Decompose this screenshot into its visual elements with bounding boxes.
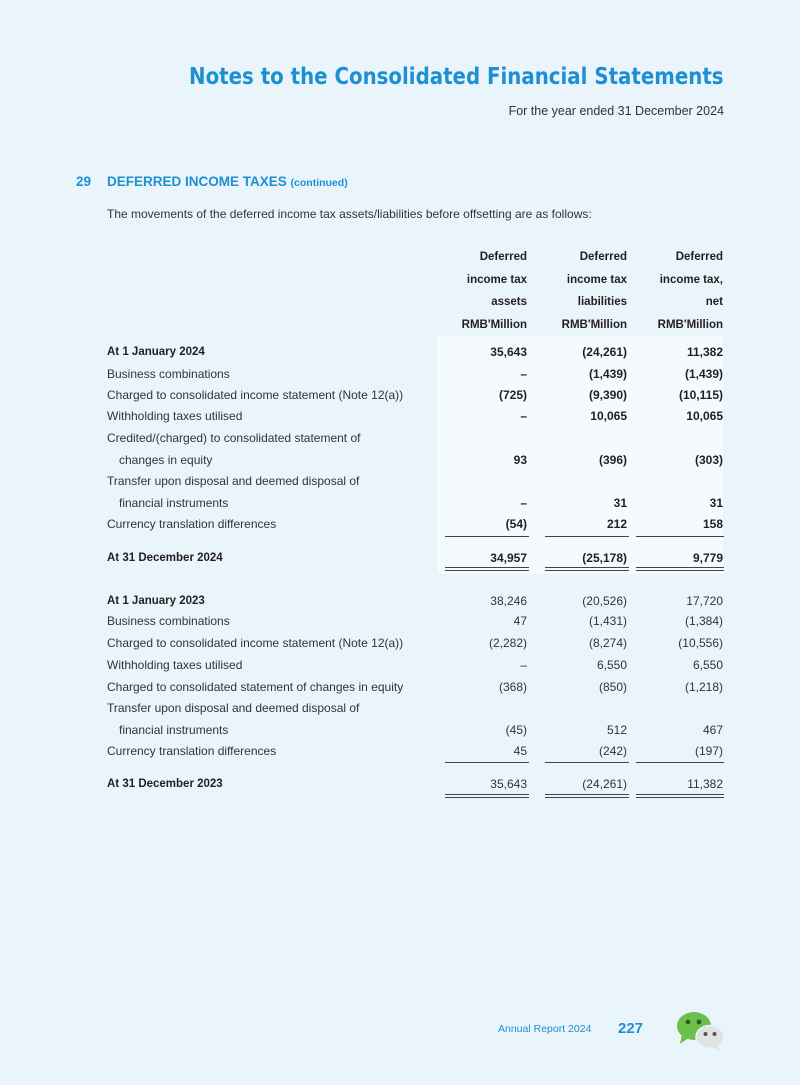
row-label: changes in equity bbox=[119, 453, 213, 467]
cell-assets: 35,643 bbox=[490, 777, 527, 791]
table-row-2023-closing bbox=[0, 773, 800, 795]
cell-assets: – bbox=[520, 367, 527, 381]
cell-net: 11,382 bbox=[686, 345, 723, 359]
header-line: RMB'Million bbox=[561, 318, 627, 331]
header-line: income tax bbox=[466, 273, 527, 286]
page-number: 227 bbox=[618, 1020, 644, 1037]
cell-assets: 47 bbox=[513, 614, 527, 628]
cell-assets: (45) bbox=[505, 723, 527, 737]
table-row bbox=[0, 492, 800, 514]
row-label: Currency translation differences bbox=[107, 744, 277, 758]
row-label: Transfer upon disposal and deemed disposal of bbox=[107, 474, 360, 488]
table-row bbox=[0, 610, 800, 632]
cell-liabilities: 212 bbox=[606, 517, 627, 531]
total-rule bbox=[445, 797, 529, 798]
total-rule bbox=[545, 794, 629, 795]
row-label: Withholding taxes utilised bbox=[107, 658, 243, 672]
table-row bbox=[0, 384, 800, 406]
total-rule bbox=[636, 797, 724, 798]
cell-net: 17,720 bbox=[686, 594, 723, 608]
cell-assets: 93 bbox=[513, 453, 527, 467]
cell-net: 158 bbox=[702, 517, 723, 531]
cell-assets: (368) bbox=[498, 680, 527, 694]
cell-liabilities: (20,526) bbox=[582, 594, 627, 608]
cell-assets: 38,246 bbox=[490, 594, 527, 608]
chat-bubbles-logo-icon bbox=[676, 1010, 726, 1057]
cell-net: 10,065 bbox=[686, 409, 723, 423]
row-label: Credited/(charged) to consolidated statement of bbox=[107, 431, 361, 445]
row-label: At 1 January 2024 bbox=[107, 346, 205, 358]
cell-assets: – bbox=[520, 496, 527, 510]
table-row bbox=[0, 470, 800, 492]
cell-net: 31 bbox=[709, 496, 723, 510]
cell-assets: (54) bbox=[505, 517, 527, 531]
section-intro: The movements of the deferred income tax assets/liabilities before offsetting are as follows: bbox=[107, 207, 592, 221]
subtotal-rule bbox=[445, 536, 529, 537]
section-number: 29 bbox=[76, 174, 92, 189]
cell-liabilities: (24,261) bbox=[582, 345, 627, 359]
row-label: At 31 December 2024 bbox=[107, 552, 223, 564]
section-continued: (continued) bbox=[290, 177, 348, 189]
table-row-2024-opening bbox=[0, 341, 800, 363]
header-line: liabilities bbox=[577, 296, 627, 308]
cell-assets: 34,957 bbox=[490, 551, 527, 565]
table-row bbox=[0, 449, 800, 471]
table-row bbox=[0, 363, 800, 385]
cell-net: 9,779 bbox=[692, 551, 723, 565]
cell-liabilities: 6,550 bbox=[596, 658, 627, 672]
row-label: Withholding taxes utilised bbox=[107, 409, 243, 423]
subtotal-rule bbox=[545, 536, 629, 537]
subtotal-rule bbox=[636, 762, 724, 763]
cell-liabilities: (9,390) bbox=[588, 388, 627, 402]
cell-net: 6,550 bbox=[692, 658, 723, 672]
subtotal-rule bbox=[636, 536, 724, 537]
cell-net: (10,115) bbox=[678, 388, 723, 402]
column-header-net bbox=[658, 246, 723, 336]
row-label: Business combinations bbox=[107, 614, 230, 628]
page-title: Notes to the Consolidated Financial Statements bbox=[189, 64, 724, 90]
table-row bbox=[0, 405, 800, 427]
header-line: income tax, bbox=[659, 273, 723, 286]
row-label: Charged to consolidated statement of changes in equity bbox=[107, 680, 404, 694]
cell-liabilities: (242) bbox=[598, 744, 627, 758]
header-line: RMB'Million bbox=[461, 318, 527, 331]
cell-net: (303) bbox=[694, 453, 723, 467]
row-label: Transfer upon disposal and deemed disposal of bbox=[107, 701, 360, 715]
cell-assets: (2,282) bbox=[488, 636, 527, 650]
cell-net: (197) bbox=[694, 744, 723, 758]
row-label: At 31 December 2023 bbox=[107, 778, 223, 790]
header-line: net bbox=[705, 296, 723, 308]
header-line: Deferred bbox=[675, 251, 723, 263]
column-header-liabilities bbox=[562, 246, 627, 336]
cell-assets: – bbox=[520, 409, 527, 423]
cell-liabilities: (25,178) bbox=[582, 551, 627, 565]
cell-net: 467 bbox=[702, 723, 723, 737]
table-row bbox=[0, 740, 800, 762]
cell-net: 11,382 bbox=[687, 777, 723, 791]
row-label: financial instruments bbox=[119, 723, 229, 737]
cell-net: (1,439) bbox=[684, 367, 723, 381]
header-line: assets bbox=[491, 296, 527, 308]
table-row bbox=[0, 676, 800, 698]
table-row bbox=[0, 654, 800, 676]
total-rule bbox=[636, 567, 724, 568]
header-line: Deferred bbox=[479, 251, 527, 263]
row-label: Charged to consolidated income statement (Note 12(a)) bbox=[107, 636, 404, 650]
table-row bbox=[0, 427, 800, 449]
section-title-text: DEFERRED INCOME TAXES bbox=[107, 174, 287, 189]
column-header-assets bbox=[462, 246, 527, 336]
cell-liabilities: 10,065 bbox=[590, 409, 627, 423]
table-row-2024-closing bbox=[0, 547, 800, 569]
total-rule bbox=[545, 567, 629, 568]
cell-liabilities: 31 bbox=[613, 496, 627, 510]
cell-assets: (725) bbox=[498, 388, 527, 402]
footer-report-name: Annual Report 2024 bbox=[498, 1023, 592, 1035]
cell-assets: 35,643 bbox=[490, 345, 527, 359]
total-rule bbox=[445, 567, 529, 568]
total-rule bbox=[636, 570, 724, 571]
cell-liabilities: (24,261) bbox=[582, 777, 627, 791]
cell-liabilities: (1,439) bbox=[588, 367, 627, 381]
row-label: Charged to consolidated income statement (Note 12(a)) bbox=[107, 388, 404, 402]
cell-liabilities: (850) bbox=[598, 680, 627, 694]
table-row bbox=[0, 719, 800, 741]
cell-liabilities: (1,431) bbox=[588, 614, 627, 628]
cell-net: (1,218) bbox=[684, 680, 723, 694]
header-line: income tax bbox=[566, 273, 627, 286]
row-label: Business combinations bbox=[107, 367, 230, 381]
table-row bbox=[0, 632, 800, 654]
page-subtitle: For the year ended 31 December 2024 bbox=[508, 104, 724, 118]
table-row bbox=[0, 697, 800, 719]
row-label: At 1 January 2023 bbox=[107, 595, 205, 607]
cell-net: (1,384) bbox=[684, 614, 723, 628]
total-rule bbox=[445, 794, 529, 795]
total-rule bbox=[545, 570, 629, 571]
cell-liabilities: (8,274) bbox=[588, 636, 627, 650]
cell-assets: – bbox=[520, 658, 527, 672]
section-title bbox=[107, 174, 348, 189]
subtotal-rule bbox=[445, 762, 529, 763]
total-rule bbox=[545, 797, 629, 798]
table-row-2023-opening bbox=[0, 590, 800, 612]
cell-liabilities: 512 bbox=[606, 723, 627, 737]
cell-assets: 45 bbox=[513, 744, 527, 758]
subtotal-rule bbox=[545, 762, 629, 763]
row-label: Currency translation differences bbox=[107, 517, 277, 531]
total-rule bbox=[636, 794, 724, 795]
cell-liabilities: (396) bbox=[598, 453, 627, 467]
table-row bbox=[0, 513, 800, 535]
row-label: financial instruments bbox=[119, 496, 229, 510]
cell-net: (10,556) bbox=[678, 636, 723, 650]
header-line: Deferred bbox=[579, 251, 627, 263]
total-rule bbox=[445, 570, 529, 571]
header-line: RMB'Million bbox=[657, 318, 723, 331]
